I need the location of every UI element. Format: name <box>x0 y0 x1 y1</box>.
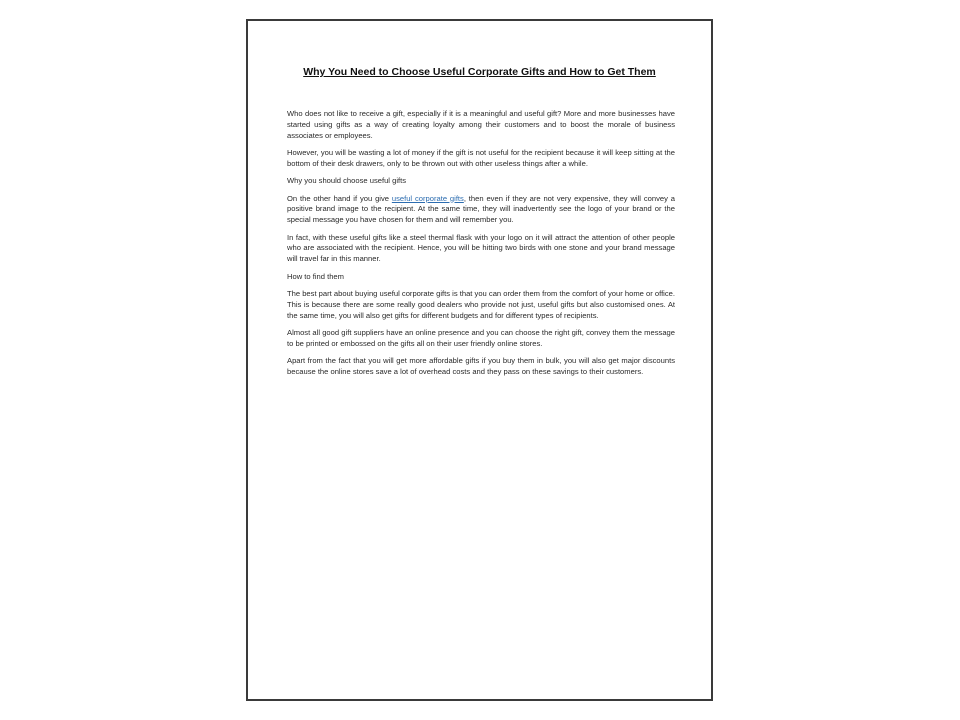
document-body <box>287 109 675 384</box>
section-heading-how: How to find them <box>287 271 344 281</box>
paragraph-flask: In fact, with these useful gifts like a steel thermal flask with your logo on it will attract the attention of other people who are associated with the recipient. Hence, you will be hitting two birds with one stone and your brand message will travel far in this manner. <box>287 232 675 264</box>
paragraph-online-suppliers: Almost all good gift suppliers have an online presence and you can choose the right gift, convey them the message to be printed or embossed on the gifts all on their user friendly online stores. <box>287 327 675 348</box>
useful-corporate-gifts-link[interactable]: useful corporate gifts <box>391 193 464 203</box>
paragraph-useful-gifts <box>287 194 675 226</box>
document-page <box>246 19 713 701</box>
document-title: Why You Need to Choose Useful Corporate Gifts and How to Get Them <box>303 66 656 78</box>
paragraph-text: , then even if they are not very expensive, they will convey a positive brand image to the recipient. At the same time, they will inadvertently see the logo of your brand or the special message you have chosen for them and will remember you. <box>287 193 675 225</box>
paragraph-intro: Who does not like to receive a gift, especially if it is a meaningful and useful gift? More and more businesses have started using gifts as a way of creating loyalty among their customers and to boost the morale of business associates or employees. <box>287 109 675 140</box>
paragraph-bulk-discounts: Apart from the fact that you will get more affordable gifts if you buy them in bulk, you will also get major discounts because the online stores save a lot of overhead costs and they pass on these savings to their customers. <box>287 356 675 376</box>
paragraph-text: On the other hand if you give <box>287 193 392 203</box>
paragraph-best-part: The best part about buying useful corporate gifts is that you can order them from the comfort of your home or office. This is because there are some really good dealers who provide not just, useful gifts but also customised ones. At the same time, you will also get gifts for different budgets and for different types of recipients. <box>287 288 675 320</box>
paragraph-waste: However, you will be wasting a lot of money if the gift is not useful for the recipient because it will keep sitting at the bottom of their desk drawers, only to be thrown out with other useless things after a while. <box>287 147 675 168</box>
section-heading-why: Why you should choose useful gifts <box>287 176 407 186</box>
